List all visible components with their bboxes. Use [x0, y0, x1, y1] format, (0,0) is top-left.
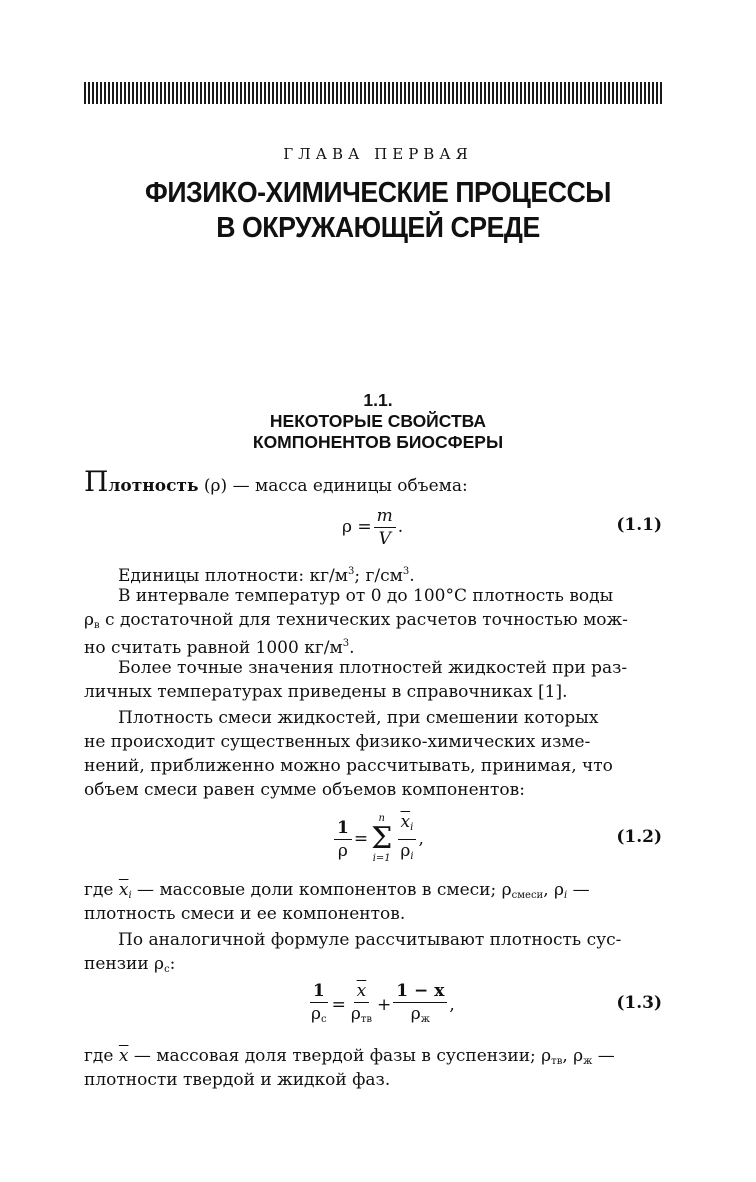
numerator: 1	[334, 818, 352, 840]
subscript: смеси	[511, 890, 544, 901]
formula-1-2-left-fraction	[334, 818, 352, 861]
mixture-line-3: нений, приближенно можно рассчитывать, принимая, что	[84, 756, 613, 776]
denominator: ρ	[337, 840, 348, 861]
chapter-title	[85, 176, 670, 246]
text-span: , ρ	[562, 1046, 584, 1066]
subscript-i: i	[410, 850, 414, 862]
plus-sign: +	[377, 995, 392, 1015]
comma: ,	[418, 829, 424, 849]
subscript-i: i	[410, 821, 414, 833]
subscript: ж	[420, 1013, 430, 1025]
units-text-mid: ; г/см	[354, 566, 403, 586]
formula-1-1-tail: .	[397, 517, 404, 537]
term-density: лотность	[108, 476, 199, 496]
text-span: :	[169, 954, 176, 974]
density-definition-text: — масса единицы объема:	[227, 476, 468, 496]
text-span: с достаточной для технических расчетов точностью мож-	[99, 610, 628, 630]
water-density-line-1: В интервале температур от 0 до 100°С плотность воды	[118, 586, 614, 606]
rho-symbol: ρ	[311, 1003, 321, 1024]
sum-lower-limit: i=1	[372, 853, 391, 864]
sigma-symbol: Σ	[371, 821, 393, 856]
numerator: 1 − x	[393, 981, 447, 1003]
rho-symbol: ρ	[84, 610, 94, 630]
reference-line-1: Более точные значения плотностей жидкостей при раз-	[118, 658, 628, 678]
section-number: 1.1.	[363, 390, 393, 410]
summation-sign	[371, 814, 392, 864]
formula-1-1-fraction	[374, 506, 396, 549]
superscript-3: 3	[342, 638, 350, 649]
units-text: Единицы плотности: кг/м	[118, 566, 348, 586]
equation-number-1-1: (1.1)	[616, 515, 662, 535]
density-definition	[84, 465, 662, 498]
subscript: в	[94, 620, 100, 631]
superscript-3: 3	[402, 566, 410, 577]
text-span: , ρ	[543, 880, 565, 900]
text-span: где	[84, 880, 119, 900]
formula-1-2	[84, 812, 662, 866]
subscript: ж	[583, 1056, 593, 1067]
section-heading	[0, 390, 756, 453]
subscript: с	[164, 964, 170, 975]
text-span: .	[349, 638, 355, 658]
text-span: — массовые доли компонентов в смеси; ρ	[131, 880, 512, 900]
subscript-i: i	[564, 890, 568, 901]
subscript: тв	[360, 1013, 373, 1025]
formula-1-1-lhs: ρ =	[342, 517, 372, 537]
equation-number-1-2: (1.2)	[616, 827, 662, 847]
formula-1-3-right-fraction	[393, 981, 447, 1030]
section-title-line-1: НЕКОТОРЫЕ СВОЙСТВА	[269, 411, 487, 431]
rho-symbol: ρ	[410, 1003, 421, 1024]
numerator: 1	[310, 981, 328, 1003]
formula-1-1	[84, 500, 662, 554]
formula-1-1-numerator: m	[374, 506, 396, 528]
chapter-title-line-2: В ОКРУЖАЮЩЕЙ СРЕДЕ	[216, 212, 540, 244]
density-symbol: (ρ)	[203, 476, 228, 496]
formula-1-1-denominator: V	[378, 528, 391, 549]
equals-sign: =	[353, 829, 369, 849]
text-span: где	[84, 1046, 119, 1066]
decorative-hatched-rule	[84, 82, 662, 104]
x-bar: $\overline{x}$	[400, 811, 411, 832]
equation-number-1-3: (1.3)	[616, 993, 662, 1013]
sum-upper-limit: n	[378, 813, 385, 824]
superscript-3: 3	[347, 566, 355, 577]
chapter-title-line-1: ФИЗИКО-ХИМИЧЕСКИЕ ПРОЦЕССЫ	[145, 177, 611, 209]
rho-symbol: ρ	[400, 840, 411, 861]
subscript: с	[321, 1013, 327, 1025]
reference-line-2: личных температурах приведены в справочниках [1].	[84, 682, 568, 702]
equals-sign: =	[331, 995, 346, 1015]
mixture-where-line-2: плотность смеси и ее компонентов.	[84, 904, 406, 924]
text-span: но считать равной 1000 кг/м	[84, 638, 343, 658]
text-span: — массовая доля твердой фазы в суспензии; ρ	[128, 1046, 552, 1066]
subscript: тв	[551, 1056, 563, 1067]
formula-1-3	[84, 978, 662, 1032]
text-span: —	[567, 880, 590, 900]
mixture-line-4: объем смеси равен сумме объемов компонентов:	[84, 780, 525, 800]
section-title-line-2: КОМПОНЕНТОВ БИОСФЕРЫ	[252, 432, 504, 452]
rho-symbol: ρ	[350, 1003, 361, 1024]
subscript-i: i	[128, 890, 132, 901]
mixture-line-1: Плотность смеси жидкостей, при смешении которых	[118, 708, 599, 728]
text-span: пензии ρ	[84, 954, 165, 974]
chapter-label: ГЛАВА ПЕРВАЯ	[283, 145, 473, 163]
mixture-line-2: не происходит существенных физико-химических изме-	[84, 732, 591, 752]
units-text-end: .	[409, 566, 415, 586]
suspension-line-1: По аналогичной формуле рассчитывают плотность сус-	[118, 930, 622, 950]
comma: ,	[449, 995, 455, 1015]
x-bar: $\overline{x}$	[118, 1046, 129, 1066]
x-bar: $\overline{x}$	[356, 980, 367, 1001]
formula-1-3-left-fraction	[308, 981, 330, 1030]
text-span: —	[592, 1046, 615, 1066]
formula-1-3-middle-fraction	[348, 981, 375, 1030]
suspension-where-line-2: плотности твердой и жидкой фаз.	[84, 1070, 391, 1090]
x-bar: $\overline{x}$	[118, 880, 129, 900]
formula-1-2-right-fraction	[397, 812, 416, 867]
drop-cap: П	[84, 465, 109, 498]
